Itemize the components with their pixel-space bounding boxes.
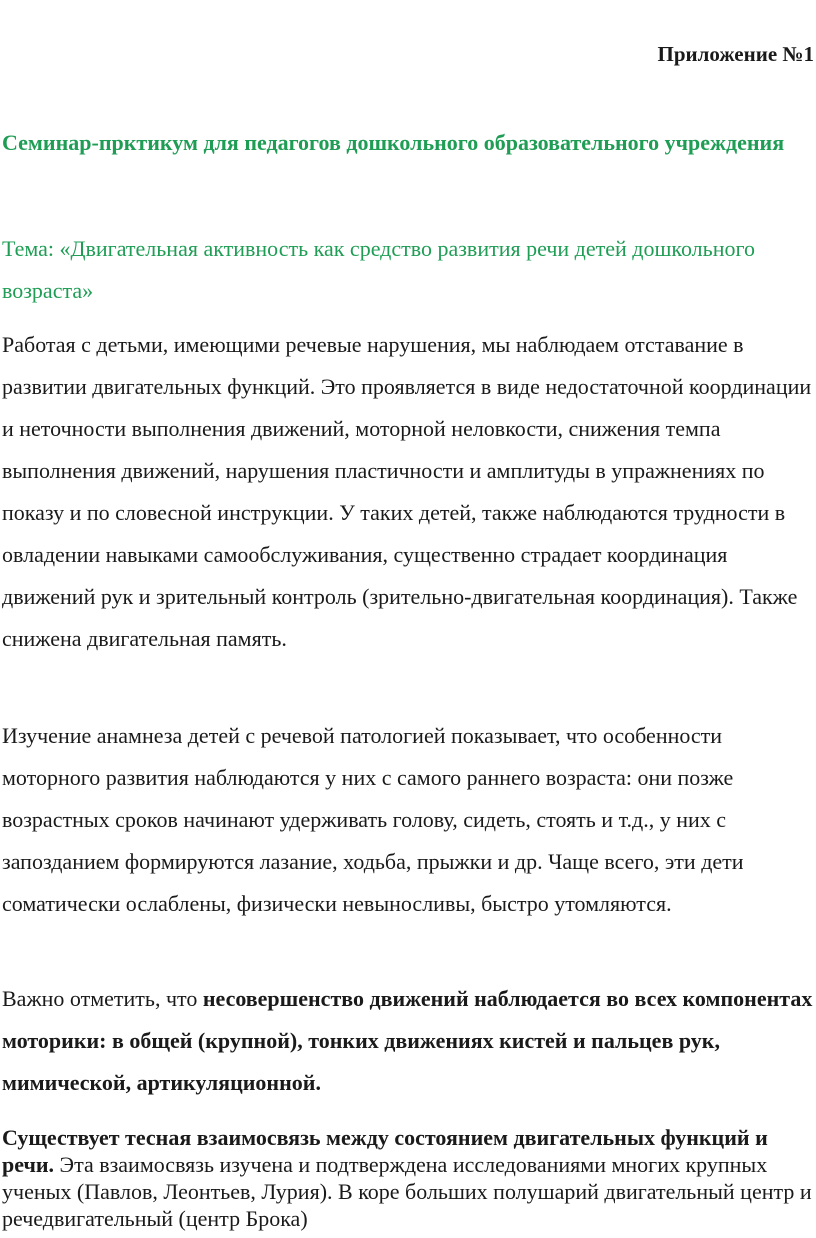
paragraph-4 (2, 1124, 814, 1232)
paragraph-2: Изучение анамнеза детей с речевой патологией показывает, что особенности моторного развития наблюдаются у них с самого раннего возраста: они позже возрастных сроков начинают удерживать голову, сидеть, стоять и т.д., у них с запозданием формируются лазание, ходьба, прыжки и др. Чаще всего, эти дети соматически ослаблены, физически невыносливы, быстро утомляются. (2, 723, 744, 916)
paragraph-4-text: Эта взаимосвязь изучена и подтверждена исследованиями многих крупных ученых (Павлов, Леонтьев, Лурия). В коре больших полушарий двигательный центр и речедвигательный (центр Брока) (2, 1152, 812, 1231)
topic-line: Тема: «Двигательная активность как средство развития речи детей дошкольного возраста» (2, 236, 755, 303)
appendix-label: Приложение №1 (657, 42, 814, 66)
paragraph-3-intro: Важно отметить, что (2, 986, 203, 1011)
document-title: Семинар-прктикум для педагогов дошкольного образовательного учреждения (2, 130, 785, 155)
paragraph-1: Работая с детьми, имеющими речевые нарушения, мы наблюдаем отставание в развитии двигательных функций. Это проявляется в виде недостаточной координации и неточности выполнения движений, моторной неловкости, снижения темпа выполнения движений, нарушения пластичности и амплитуды в упражнениях по показу и по словесной инструкции. У таких детей, также наблюдаются трудности в овладении навыками самообслуживания, существенно страдает координация движений рук и зрительный контроль (зрительно-двигательная координация). Также снижена двигательная память. (2, 332, 812, 651)
paragraph-4-emphasis: Существует тесная взаимосвязь между состоянием двигательных функций и речи. (2, 1125, 768, 1177)
paragraph-3-emphasis: несовершенство движений наблюдается во всех компонентах моторики: в общей (крупной), тонких движениях кистей и пальцев рук, мимической, артикуляционной. (2, 986, 813, 1095)
paragraph-3 (2, 978, 814, 1104)
